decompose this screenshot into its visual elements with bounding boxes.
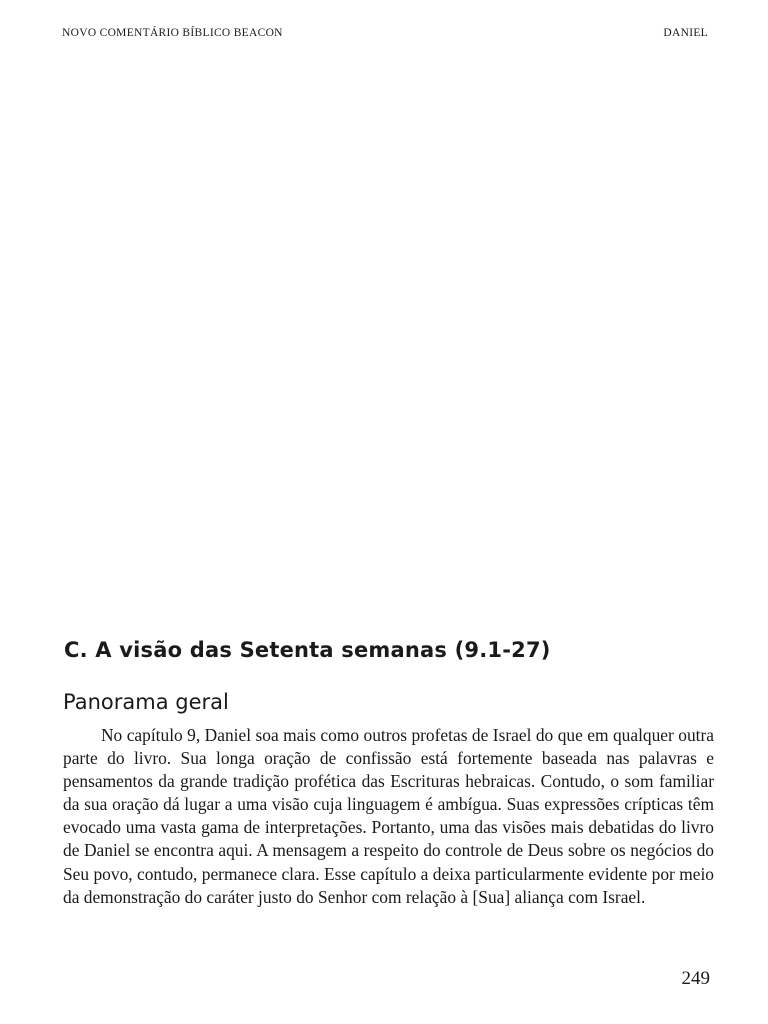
subsection-title: Panorama geral	[63, 690, 229, 714]
section-title: C. A visão das Setenta semanas (9.1-27)	[64, 638, 551, 662]
running-head-book-title: NOVO COMENTÁRIO BÍBLICO BEACON	[62, 27, 283, 39]
running-head-book-section: DANIEL	[663, 27, 708, 39]
page-number: 249	[681, 968, 710, 989]
body-paragraph: No capítulo 9, Daniel soa mais como outros profetas de Israel do que em qualquer outra parte do livro. Sua longa oração de confissão está fortemente baseada nas palavras e pensamentos da grande tradição profética das Escrituras hebraicas. Contudo, o som familiar da sua oração dá lugar a uma visão cuja linguagem é ambígua. Suas expressões crípticas têm evocado uma vasta gama de interpretações. Portanto, uma das visões mais debatidas do livro de Daniel se encontra aqui. A mensagem a respeito do controle de Deus sobre os negócios do Seu povo, contudo, permanece clara. Esse capítulo a deixa particularmente evidente por meio da demonstração do caráter justo do Senhor com relação à [Sua] aliança com Israel.	[63, 725, 714, 907]
